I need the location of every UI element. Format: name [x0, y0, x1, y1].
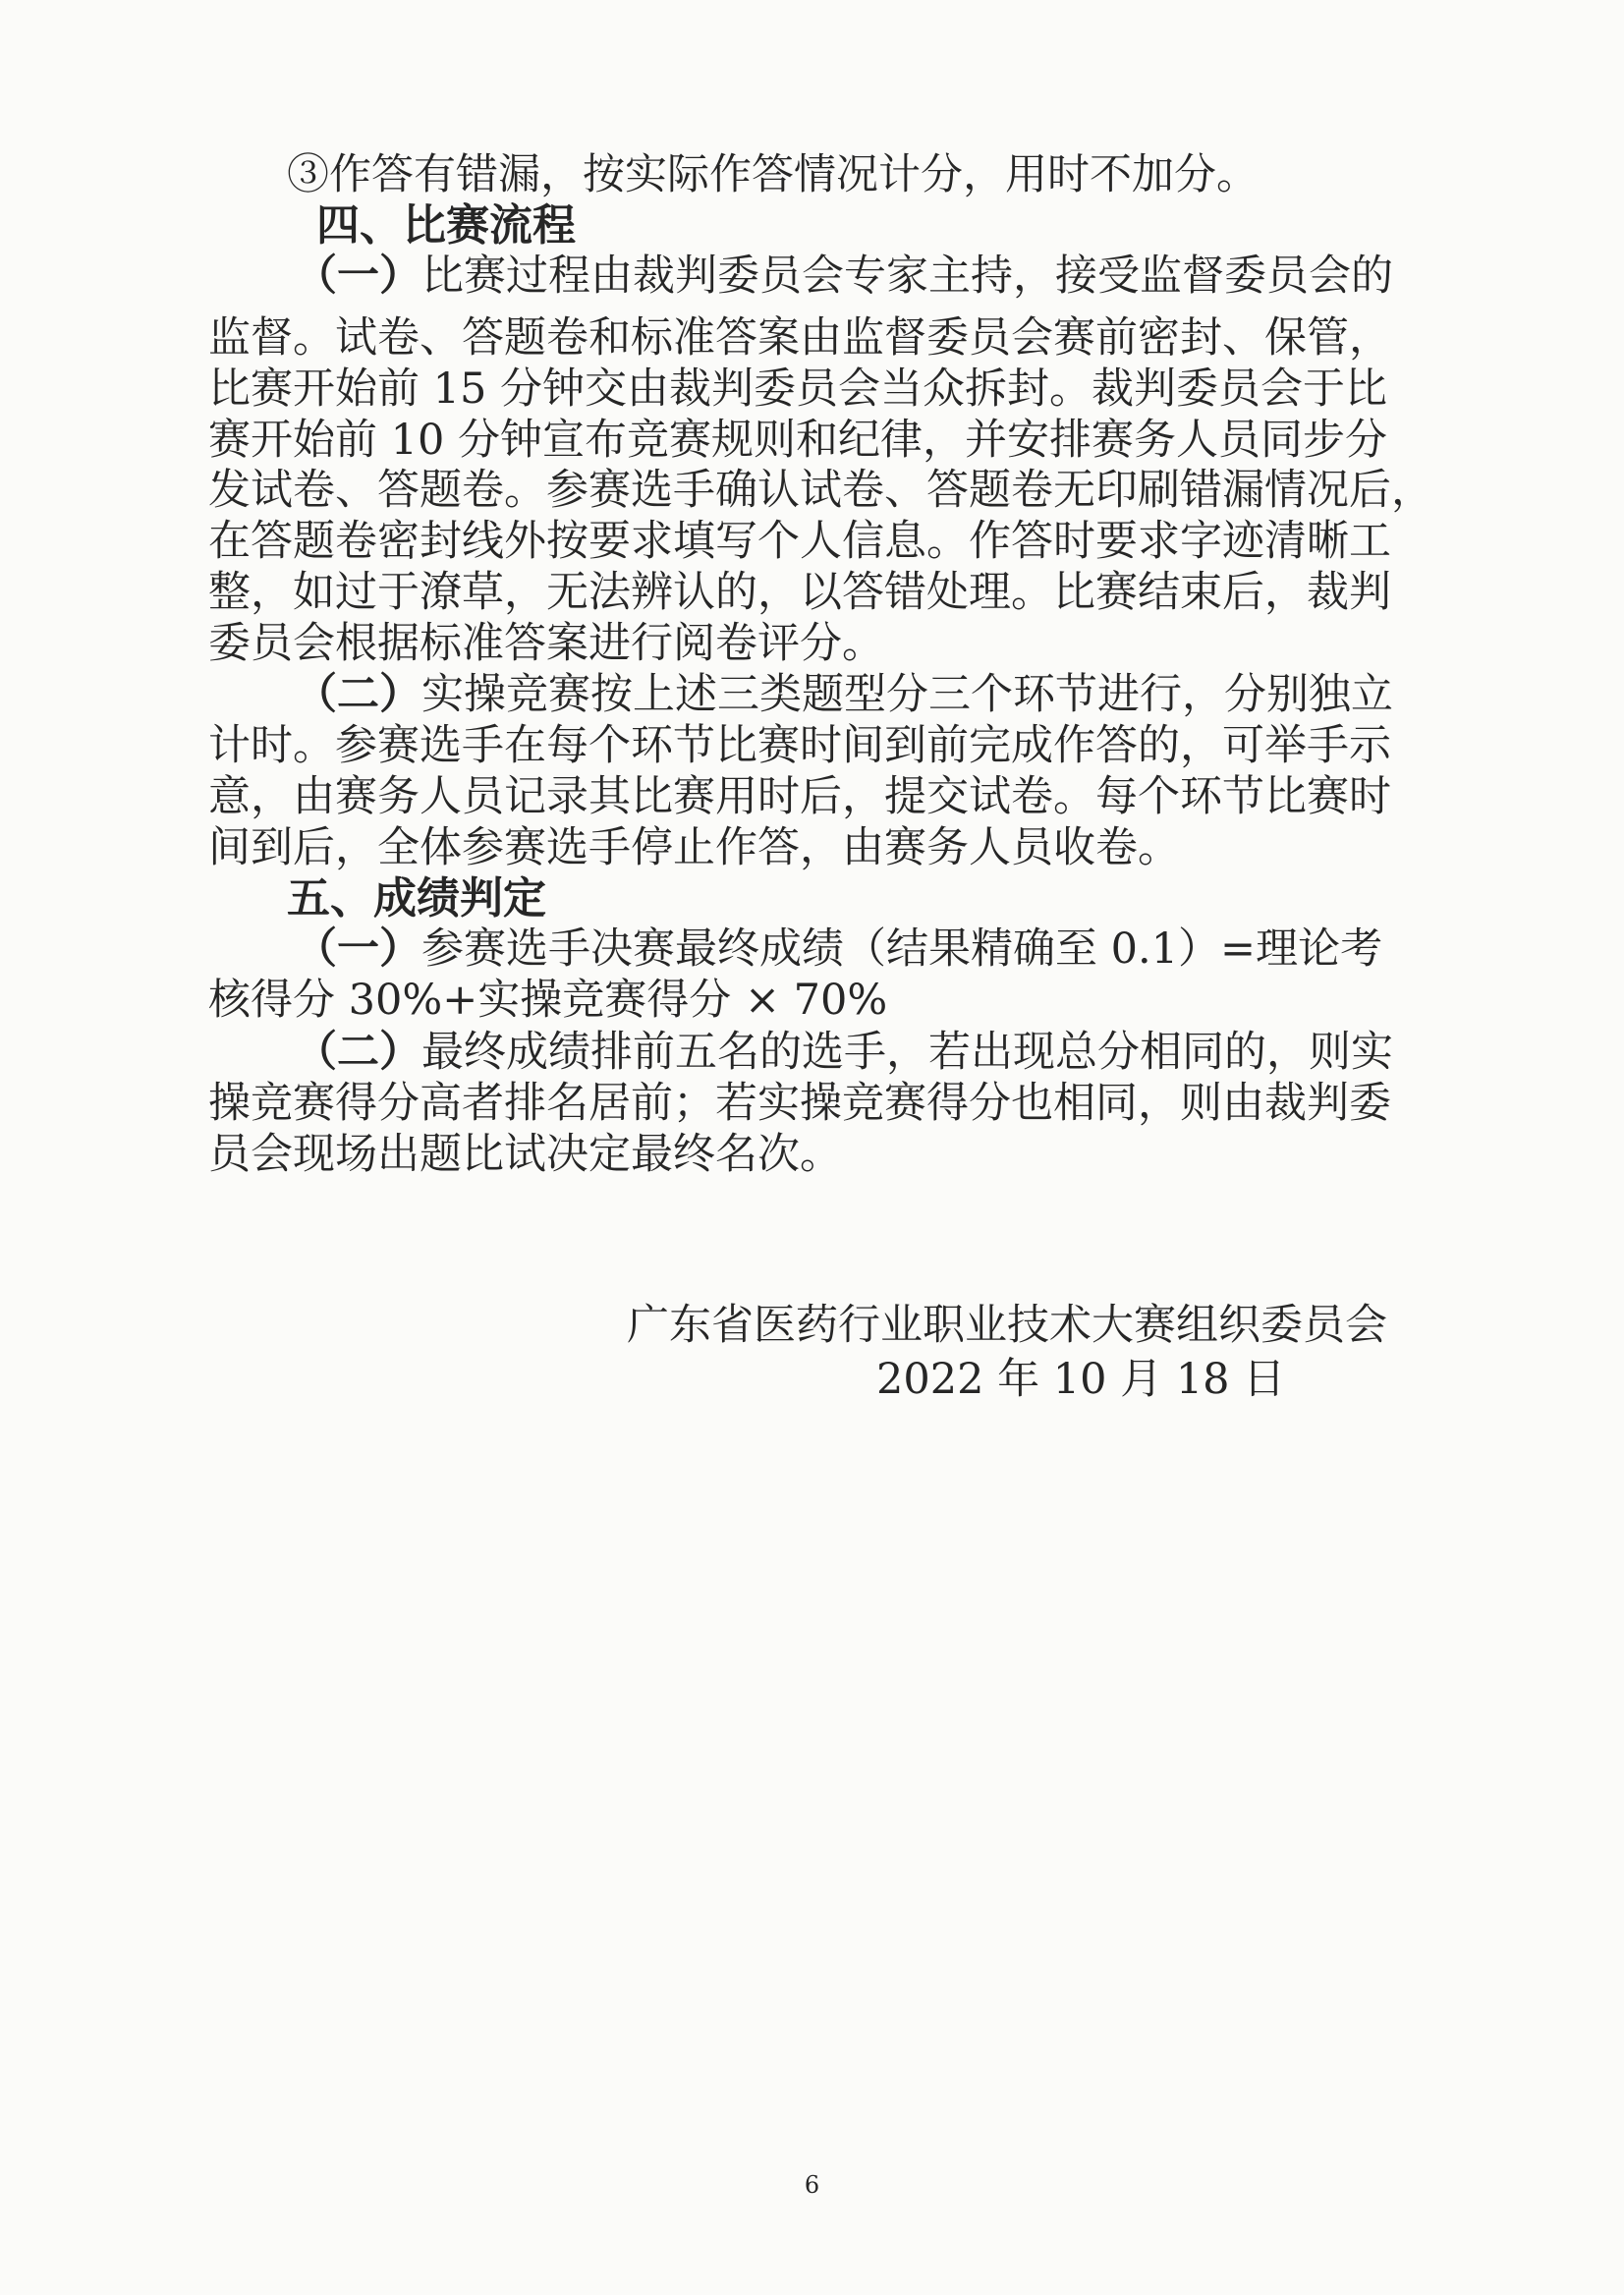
issue-date: 2022 年 10 月 18 日	[876, 1355, 1286, 1404]
text-line: 操竞赛得分高者排名居前；若实操竞赛得分也相同，则由裁判委	[208, 1079, 1391, 1128]
text-line: 间到后，全体参赛选手停止作答，由赛务人员收卷。	[208, 823, 1180, 872]
text-line: 整，如过于潦草，无法辨认的，以答错处理。比赛结束后，裁判	[208, 568, 1391, 617]
section-heading: 五、成绩判定	[287, 873, 546, 924]
paragraph-first-line	[295, 670, 1393, 719]
text-line: 参赛选手决赛最终成绩（结果精确至 0.1）=理论考	[421, 924, 1383, 974]
text-line: 委员会根据标准答案进行阅卷评分。	[208, 619, 884, 668]
text-line: 核得分 30%+实操竞赛得分 × 70%	[208, 976, 888, 1025]
text-line: 意，由赛务人员记录其比赛用时后，提交试卷。每个环节比赛时	[208, 772, 1391, 821]
text-line: 发试卷、答题卷。参赛选手确认试卷、答题卷无印刷错漏情况后，	[208, 466, 1433, 515]
text-line: 比赛开始前 15 分钟交由裁判委员会当众拆封。裁判委员会于比	[208, 364, 1388, 414]
text-line: 赛开始前 10 分钟宣布竞赛规则和纪律，并安排赛务人员同步分	[208, 416, 1388, 465]
paragraph-number: （二）	[295, 670, 421, 719]
paragraph-number: （一）	[295, 924, 421, 974]
text-line: 计时。参赛选手在每个环节比赛时间到前完成作答的，可举手示	[208, 721, 1391, 770]
paragraph-first-line	[295, 1028, 1393, 1077]
paragraph-first-line	[295, 924, 1383, 974]
text-line: 比赛过程由裁判委员会专家主持，接受监督委员会的	[421, 252, 1393, 301]
text-line: ③作答有错漏，按实际作答情况计分，用时不加分。	[287, 150, 1259, 199]
text-line: 最终成绩排前五名的选手，若出现总分相同的，则实	[421, 1028, 1393, 1077]
section-heading: 四、比赛流程	[316, 200, 576, 251]
text-line: 员会现场出题比试决定最终名次。	[208, 1130, 842, 1179]
paragraph-number: （一）	[295, 252, 421, 301]
paragraph-number: （二）	[295, 1028, 421, 1077]
text-line: 监督。试卷、答题卷和标准答案由监督委员会赛前密封、保管，	[208, 313, 1391, 363]
text-line: 在答题卷密封线外按要求填写个人信息。作答时要求字迹清晰工	[208, 517, 1391, 566]
paragraph-first-line	[295, 252, 1393, 301]
issuing-organization: 广东省医药行业职业技术大赛组织委员会	[627, 1301, 1387, 1350]
page-number: 6	[804, 2171, 820, 2199]
text-line: 实操竞赛按上述三类题型分三个环节进行，分别独立	[421, 670, 1393, 719]
